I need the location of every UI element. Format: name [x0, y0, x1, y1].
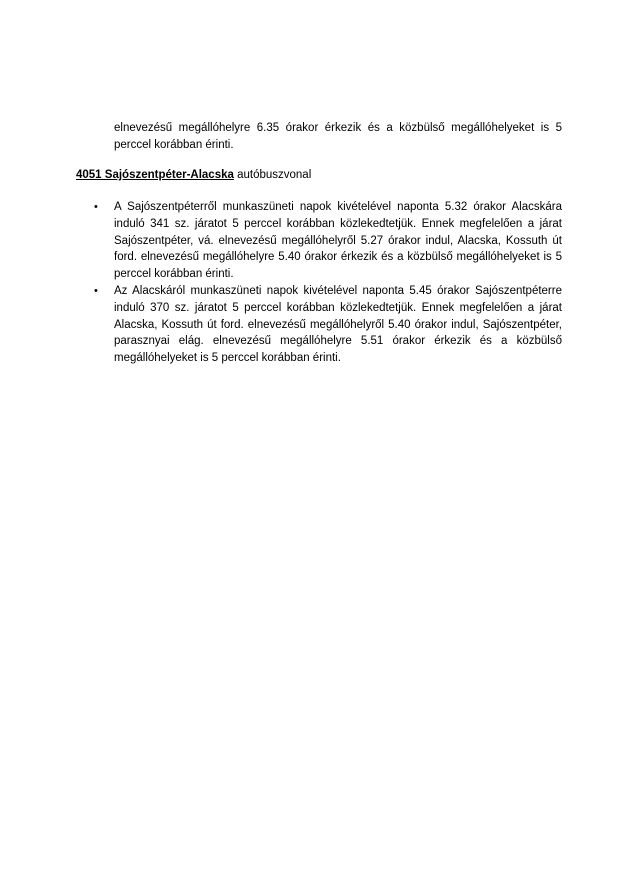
bullet-icon: •: [94, 284, 98, 297]
route-name: 4051 Sajószentpéter-Alacska: [76, 169, 234, 181]
list-item-text: A Sajószentpéterről munkaszüneti napok kivételével naponta 5.32 órakor Alacskára induló 341 sz. járatot 5 perccel korábban közlekedtetjük. Ennek megfelelően a járat Sajószentpéter, vá. elnevezésű megállóhelyről 5.27 órakor indul, Alacska, Kossuth út ford. elnevezésű megállóhelyre 5.40 órakor érkezik és a közbülső megállóhelyeket is 5 perccel korábban érinti.: [114, 201, 562, 281]
route-suffix: autóbuszvonal: [233, 169, 312, 181]
bullet-icon: •: [94, 201, 98, 213]
list-item: [94, 199, 562, 283]
bullet-list: [94, 199, 562, 367]
continuation-paragraph: elnevezésű megállóhelyre 6.35 órakor érkezik és a közbülső megállóhelyeket is 5 perccel korábban érinti.: [114, 122, 562, 151]
section-heading: [76, 167, 311, 184]
list-item: [94, 283, 562, 367]
list-item-text: Az Alacskáról munkaszüneti napok kivételével naponta 5.45 órakor Sajószentpéterre induló 370 sz. járatot 5 perccel korábban közlekedtetjük. Ennek megfelelően a járat Alacska, Kossuth út ford. elnevezésű megállóhelyről 5.40 órakor indul, Sajószentpéter, parasznyai elág. elnevezésű megállóhelyre 5.51 órakor érkezik és a közbülső megállóhelyeket is 5 perccel korábban érinti.: [114, 284, 562, 365]
